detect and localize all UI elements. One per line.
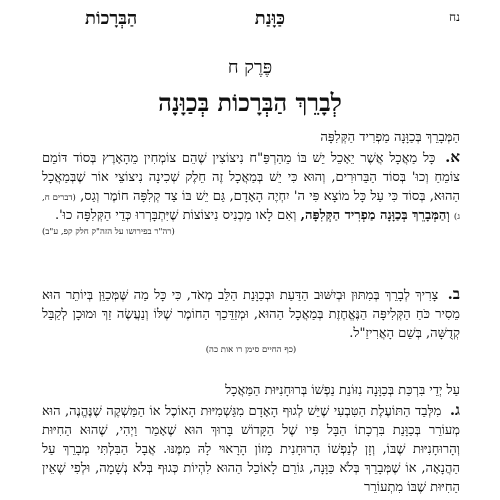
chapter-title: לְבָרֵךְ הַבְּרָכוֹת בְּכַוָּנָה [158, 88, 342, 117]
section-3-mark: ג. [449, 401, 460, 419]
section-1-inline-source: (דברים ח, ג) [42, 193, 460, 222]
section-2-mark: ב. [447, 285, 461, 303]
section-3-paragraph [42, 401, 460, 497]
section-1-text: כָּל מַאֲכָל אֲשֶׁר יֵאָכֵל יֵשׁ בּוֹ מֵהַרְפַּ"ח נִיצוֹצִין שֶׁהֵם צוֹמְחִין מֵהָאָרֶץ בְּסוֹד דּוֹמֵם צוֹמֵחַ וְכוּ' בְּסוֹד הַבֵּרוּרִים, וְהוּא כִּי יֵשׁ בְּמַאֲכָל זֶה חֵלֶק שְׁכִינָה נִיצוֹצֵי אוֹר שֶׁבְּמַאֲכָל הַהוּא, בְּסוֹד כִּי עַל כָּל מוֹצָא פִּי ה' יִחְיֶה הָאָדָם, גַּם יֵשׁ בּוֹ צַד קְלִפָּה חוֹמֶר וְגַס, [42, 151, 461, 204]
section-1-source: (רה"ר בפירושו על הזה"ק חלק קפ, ע"ב) [42, 227, 175, 237]
section-3-heading: עַל יְדֵי בִּרְכַּת בְּכַוָּנָה נִזּוֹנֵת נַפְשׁוֹ בְּרוּחָנִיּוּת הַמַּאֲכָל [225, 383, 460, 398]
section-1-heading: הַמְּבָרֵךְ בְּכַוָּנָה מַפְרִיד הַקְּלִפָּה [320, 130, 460, 145]
chapter-label: פֶּרֶק ח [227, 57, 273, 78]
section-1-bold-text: וְהַמְּבָרֵךְ בְּכַוָּנָה מַפְרִיד הַקְּלִפָּה, [300, 208, 450, 223]
section-2-paragraph [42, 285, 460, 357]
section-2-source: (כף החיים סימן רו אות כה) [205, 345, 297, 355]
section-3-text: מִלְּבַד הַתּוֹעֶלֶת הַטִּבְעִי שֶׁיֵּשׁ לְגוּף הָאָדָם מִגַּשְׁמִיּוּת הָאוֹכֶל אוֹ הַמַּשְׁקֶה שֶׁנֶּהֱנֶה, הוּא מְעוֹרֵר בְּכַוָּנַת בִּרְכָתוֹ הַבָּל פִּיו שֶׁל הַקָּדוֹשׁ בָּרוּךְ הוּא שֶׁאָמַר וַיְהִי, שֶׁהוּא הַחִיּוּת וְהָרוּחָנִיּוּת שֶׁבּוֹ, וְזָן לְנַפְשׁוֹ הָרוּחָנִית מָזוֹן הָרָאוּי לָהּ מִמֶּנּוּ. אֲבָל הַבִּלְתִּי מְבָרֵךְ עַל הַהֲנָאָה, אוֹ שֶׁמְּבָרֵךְ בְּלֹא כַּוָּנָה, גּוֹרֵם לָאוֹכֵל הַהוּא לִהְיוֹת כְּגוּף בְּלֹא נְשָׁמָה, וּלְפִי שֶׁאֵין הַחִיּוּת שֶׁבּוֹ מִתְעוֹרֵר [42, 404, 460, 495]
section-1-mark: א. [445, 148, 460, 166]
section-1-text-end: וְאִם לָאו מַכְנִיס נִיצוֹצוֹת שֶׁיִּתְבָּרְרוּ כְּדֵי הַקְּלִפָּה כוּ'. [54, 208, 297, 223]
book-name: כַּוָּנַת [254, 8, 285, 29]
section-name: הַבְּרָכוֹת [85, 8, 138, 29]
section-2-text: צָרִיךְ לְבָרֵךְ בְּמִתּוּן וּבְיִשּׁוּב הַדַּעַת וּבְכַוָּנַת הַלֵּב מְאֹד, כִּי כָּל מַה שֶּׁמְּכַוֵּן בְּיוֹתֵר הוּא מֵסִיר כֹּחַ הַקְּלִיפָּה הַנֶּאֱחֶזֶת בְּמַאֲכָל הַהוּא, וּמְזַדֵּכֵךְ הַחוֹמֶר שֶׁלּוֹ וְנַעֲשֶׂה זַךְ וּמוּכָן לְקַבֵּל קְדֻשָּׁה, בְּשֵׁם הָאֲרִיזַ"ל. [42, 288, 460, 341]
running-header [30, 10, 460, 32]
section-1-paragraph [42, 148, 460, 239]
page-number: נח [448, 10, 460, 24]
